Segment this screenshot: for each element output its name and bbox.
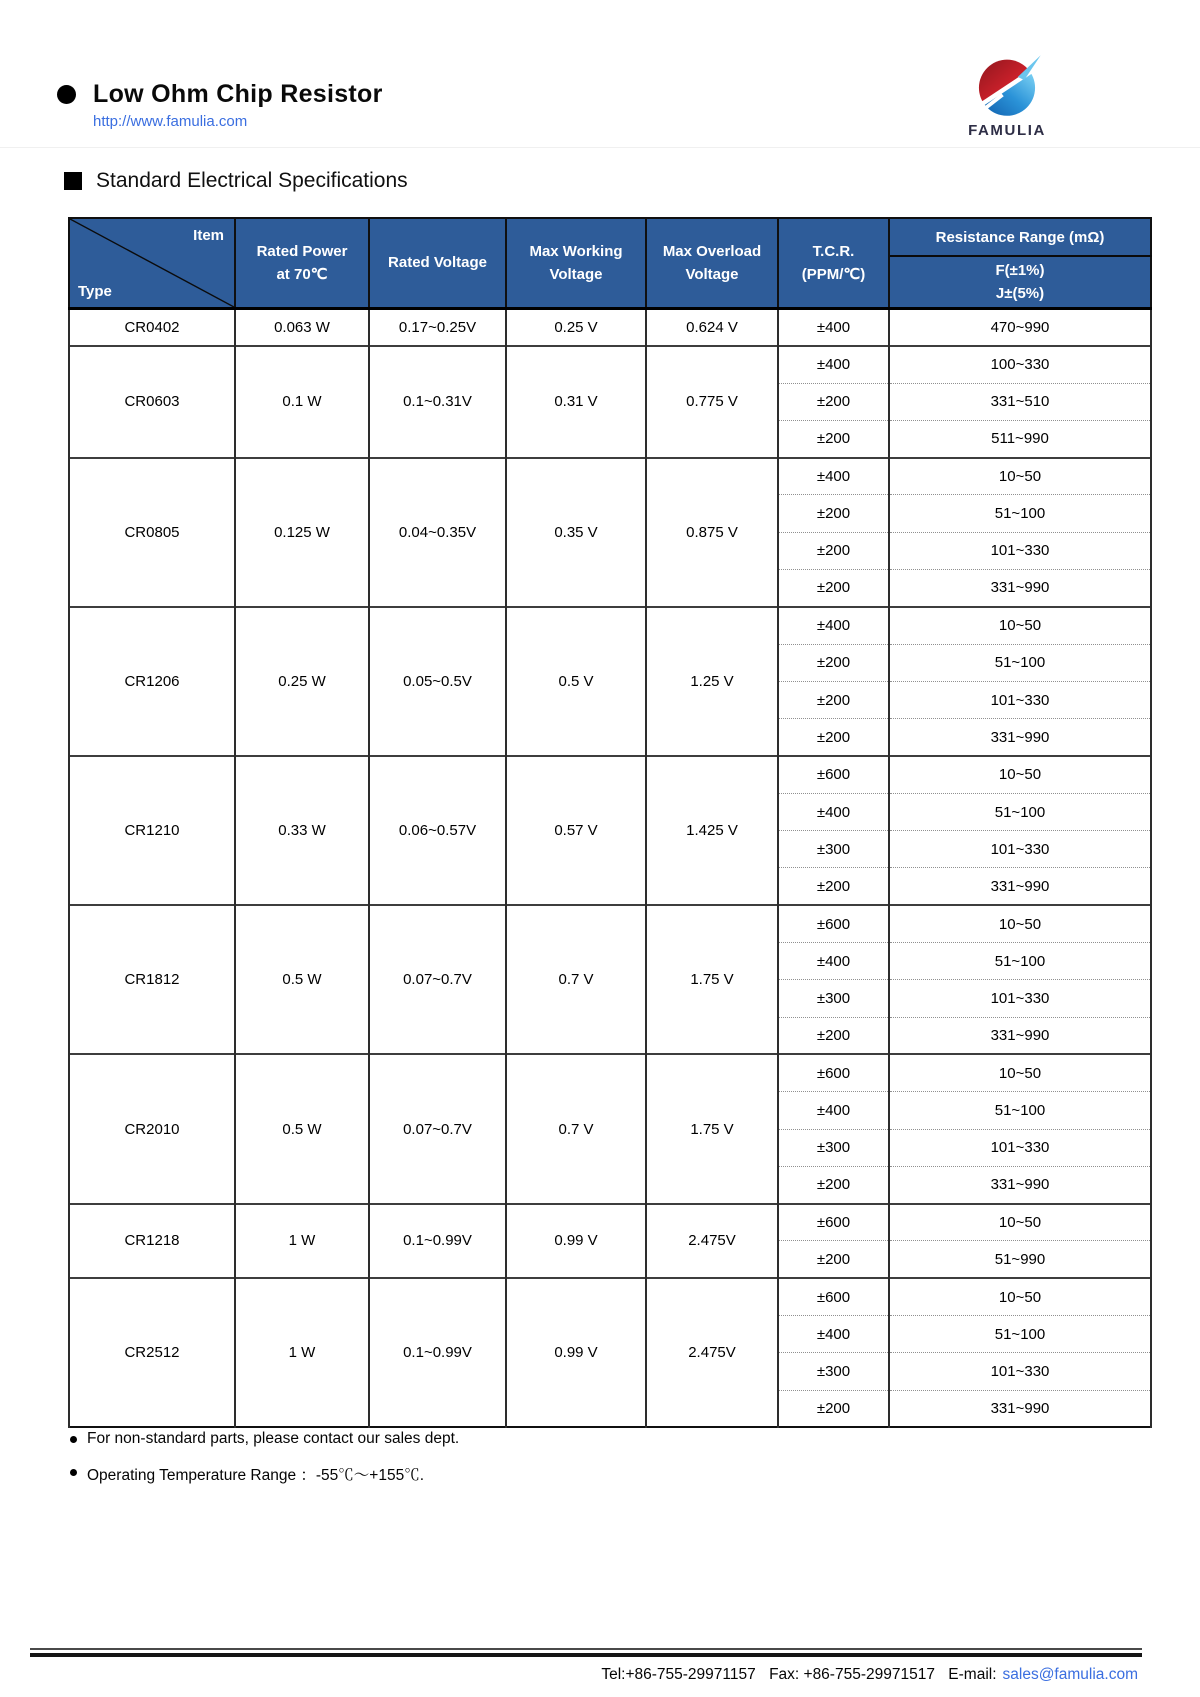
type-cell: CR2512 xyxy=(69,1278,235,1427)
tcr-cell: ±200 xyxy=(778,644,889,681)
rated-voltage-cell: 0.04~0.35V xyxy=(369,458,506,607)
resistance-range-cell: 101~330 xyxy=(889,532,1151,569)
rated-voltage-cell: 0.05~0.5V xyxy=(369,607,506,756)
tcr-cell: ±600 xyxy=(778,756,889,793)
type-cell: CR1218 xyxy=(69,1204,235,1279)
footer-tel: Tel:+86-755-29971157 xyxy=(601,1666,756,1683)
spec-row-cr2512-0 xyxy=(69,1278,1151,1315)
rated-voltage-cell: 0.06~0.57V xyxy=(369,756,506,905)
footer-email-label: E-mail: xyxy=(948,1666,997,1683)
resistance-range-cell: 331~990 xyxy=(889,868,1151,905)
max-working-voltage-cell: 0.99 V xyxy=(506,1278,646,1427)
resistance-range-cell: 51~100 xyxy=(889,644,1151,681)
rated-voltage-cell: 0.07~0.7V xyxy=(369,1054,506,1203)
resistance-range-cell: 10~50 xyxy=(889,905,1151,942)
rated-power-cell: 0.125 W xyxy=(235,458,369,607)
resistance-range-cell: 51~100 xyxy=(889,1316,1151,1353)
max-working-voltage-cell: 0.7 V xyxy=(506,905,646,1054)
spec-row-cr1210-0 xyxy=(69,756,1151,793)
spec-row-cr1218-0 xyxy=(69,1204,1151,1241)
spec-row-cr1812-0 xyxy=(69,905,1151,942)
resistance-range-cell: 331~990 xyxy=(889,570,1151,607)
max-overload-voltage-cell: 2.475V xyxy=(646,1278,778,1427)
rated-voltage-cell: 0.07~0.7V xyxy=(369,905,506,1054)
type-cell: CR0402 xyxy=(69,309,235,346)
max-working-voltage-cell: 0.5 V xyxy=(506,607,646,756)
tcr-cell: ±200 xyxy=(778,1390,889,1427)
tcr-cell: ±200 xyxy=(778,1166,889,1203)
title-bullet-icon xyxy=(57,85,76,104)
rated-power-cell: 0.25 W xyxy=(235,607,369,756)
tcr-cell: ±300 xyxy=(778,831,889,868)
tcr-cell: ±200 xyxy=(778,420,889,457)
footer-fax: Fax: +86-755-29971517 xyxy=(769,1666,935,1683)
famulia-logo-icon xyxy=(972,54,1042,124)
resistance-range-cell: 51~100 xyxy=(889,1092,1151,1129)
resistance-range-cell: 10~50 xyxy=(889,756,1151,793)
col-header-resistance-range: Resistance Range (mΩ) xyxy=(889,218,1151,256)
tcr-cell: ±400 xyxy=(778,458,889,495)
resistance-range-cell: 10~50 xyxy=(889,607,1151,644)
resistance-range-cell: 511~990 xyxy=(889,420,1151,457)
rated-power-cell: 1 W xyxy=(235,1278,369,1427)
corner-label-type: Type xyxy=(78,283,112,300)
rated-voltage-cell: 0.17~0.25V xyxy=(369,309,506,346)
resistance-range-cell: 101~330 xyxy=(889,1129,1151,1166)
tcr-cell: ±200 xyxy=(778,383,889,420)
footer-email-link[interactable]: sales@famulia.com xyxy=(1002,1666,1138,1683)
rated-power-cell: 1 W xyxy=(235,1204,369,1279)
rated-power-cell: 0.063 W xyxy=(235,309,369,346)
col-header-rated-power: Rated Power at 70℃ xyxy=(235,218,369,309)
spec-row-cr0402-0 xyxy=(69,309,1151,346)
logo-wordmark: FAMULIA xyxy=(968,122,1046,139)
corner-label-item: Item xyxy=(193,227,224,244)
type-cell: CR2010 xyxy=(69,1054,235,1203)
max-overload-voltage-cell: 1.25 V xyxy=(646,607,778,756)
header-divider xyxy=(0,147,1200,148)
resistance-range-cell: 331~990 xyxy=(889,719,1151,756)
footer-rule xyxy=(30,1648,1142,1650)
type-cell: CR0805 xyxy=(69,458,235,607)
resistance-range-cell: 331~990 xyxy=(889,1166,1151,1203)
max-overload-voltage-cell: 1.75 V xyxy=(646,1054,778,1203)
note-non-standard xyxy=(70,1430,459,1448)
max-working-voltage-cell: 0.35 V xyxy=(506,458,646,607)
resistance-range-cell: 51~990 xyxy=(889,1241,1151,1278)
rated-voltage-cell: 0.1~0.99V xyxy=(369,1204,506,1279)
tcr-cell: ±300 xyxy=(778,1353,889,1390)
spec-row-cr1206-0 xyxy=(69,607,1151,644)
max-overload-voltage-cell: 0.775 V xyxy=(646,346,778,458)
rated-power-cell: 0.5 W xyxy=(235,905,369,1054)
tcr-cell: ±400 xyxy=(778,943,889,980)
col-header-max-overload-voltage: Max Overload Voltage xyxy=(646,218,778,309)
type-cell: CR1812 xyxy=(69,905,235,1054)
note-text: Operating Temperature Range ：-55℃～+155℃. xyxy=(87,1467,425,1484)
col-header-max-working-voltage: Max Working Voltage xyxy=(506,218,646,309)
spec-table xyxy=(68,217,1152,1428)
max-working-voltage-cell: 0.57 V xyxy=(506,756,646,905)
resistance-range-cell: 331~990 xyxy=(889,1017,1151,1054)
page-title: Low Ohm Chip Resistor xyxy=(93,80,383,108)
tcr-cell: ±600 xyxy=(778,1204,889,1241)
rated-voltage-cell: 0.1~0.31V xyxy=(369,346,506,458)
note-bullet-icon xyxy=(70,1469,77,1476)
section-heading xyxy=(64,169,408,193)
max-overload-voltage-cell: 0.624 V xyxy=(646,309,778,346)
rated-power-cell: 0.33 W xyxy=(235,756,369,905)
footer-rule xyxy=(30,1653,1142,1657)
max-overload-voltage-cell: 2.475V xyxy=(646,1204,778,1279)
max-working-voltage-cell: 0.31 V xyxy=(506,346,646,458)
tcr-cell: ±200 xyxy=(778,719,889,756)
type-cell: CR1210 xyxy=(69,756,235,905)
tcr-cell: ±600 xyxy=(778,1054,889,1091)
tcr-cell: ±600 xyxy=(778,1278,889,1315)
corner-header-cell xyxy=(69,218,235,309)
tcr-cell: ±200 xyxy=(778,868,889,905)
max-overload-voltage-cell: 1.425 V xyxy=(646,756,778,905)
resistance-range-cell: 51~100 xyxy=(889,793,1151,830)
tcr-cell: ±400 xyxy=(778,1316,889,1353)
tcr-cell: ±600 xyxy=(778,905,889,942)
spec-row-cr0603-0 xyxy=(69,346,1151,383)
tcr-cell: ±200 xyxy=(778,570,889,607)
max-overload-voltage-cell: 0.875 V xyxy=(646,458,778,607)
tcr-cell: ±300 xyxy=(778,980,889,1017)
tcr-cell: ±400 xyxy=(778,1092,889,1129)
spec-row-cr0805-0 xyxy=(69,458,1151,495)
section-title: Standard Electrical Specifications xyxy=(96,169,408,192)
rated-voltage-cell: 0.1~0.99V xyxy=(369,1278,506,1427)
resistance-range-cell: 331~510 xyxy=(889,383,1151,420)
footer-contact xyxy=(601,1666,1138,1684)
resistance-range-cell: 51~100 xyxy=(889,943,1151,980)
resistance-range-cell: 331~990 xyxy=(889,1390,1151,1427)
resistance-range-cell: 470~990 xyxy=(889,309,1151,346)
type-cell: CR0603 xyxy=(69,346,235,458)
max-working-voltage-cell: 0.99 V xyxy=(506,1204,646,1279)
tcr-cell: ±200 xyxy=(778,1241,889,1278)
resistance-range-cell: 10~50 xyxy=(889,1054,1151,1091)
spec-row-cr2010-0 xyxy=(69,1054,1151,1091)
max-working-voltage-cell: 0.25 V xyxy=(506,309,646,346)
resistance-range-cell: 101~330 xyxy=(889,980,1151,1017)
rated-power-cell: 0.5 W xyxy=(235,1054,369,1203)
resistance-range-cell: 100~330 xyxy=(889,346,1151,383)
tcr-cell: ±200 xyxy=(778,1017,889,1054)
resistance-range-cell: 101~330 xyxy=(889,1353,1151,1390)
resistance-range-cell: 10~50 xyxy=(889,1278,1151,1315)
col-header-resistance-tolerance: F(±1%) J±(5%) xyxy=(889,256,1151,309)
resistance-range-cell: 101~330 xyxy=(889,681,1151,718)
resistance-range-cell: 101~330 xyxy=(889,831,1151,868)
note-text: For non-standard parts, please contact our sales dept. xyxy=(87,1430,460,1447)
col-header-tcr: T.C.R. (PPM/℃) xyxy=(778,218,889,309)
note-bullet-icon xyxy=(70,1436,77,1443)
col-header-rated-voltage: Rated Voltage xyxy=(369,218,506,309)
spec-table-header xyxy=(69,218,1151,309)
document-header xyxy=(57,80,383,109)
resistance-range-cell: 10~50 xyxy=(889,1204,1151,1241)
tcr-cell: ±400 xyxy=(778,346,889,383)
company-url-link[interactable]: http://www.famulia.com xyxy=(93,113,248,130)
max-overload-voltage-cell: 1.75 V xyxy=(646,905,778,1054)
section-square-icon xyxy=(64,172,82,190)
resistance-range-cell: 10~50 xyxy=(889,458,1151,495)
rated-power-cell: 0.1 W xyxy=(235,346,369,458)
tcr-cell: ±400 xyxy=(778,309,889,346)
tcr-cell: ±200 xyxy=(778,681,889,718)
tcr-cell: ±400 xyxy=(778,793,889,830)
tcr-cell: ±200 xyxy=(778,532,889,569)
tcr-cell: ±400 xyxy=(778,607,889,644)
spec-table-body xyxy=(69,309,1151,1428)
tcr-cell: ±300 xyxy=(778,1129,889,1166)
tcr-cell: ±200 xyxy=(778,495,889,532)
note-operating-temperature xyxy=(70,1463,424,1485)
max-working-voltage-cell: 0.7 V xyxy=(506,1054,646,1203)
type-cell: CR1206 xyxy=(69,607,235,756)
resistance-range-cell: 51~100 xyxy=(889,495,1151,532)
